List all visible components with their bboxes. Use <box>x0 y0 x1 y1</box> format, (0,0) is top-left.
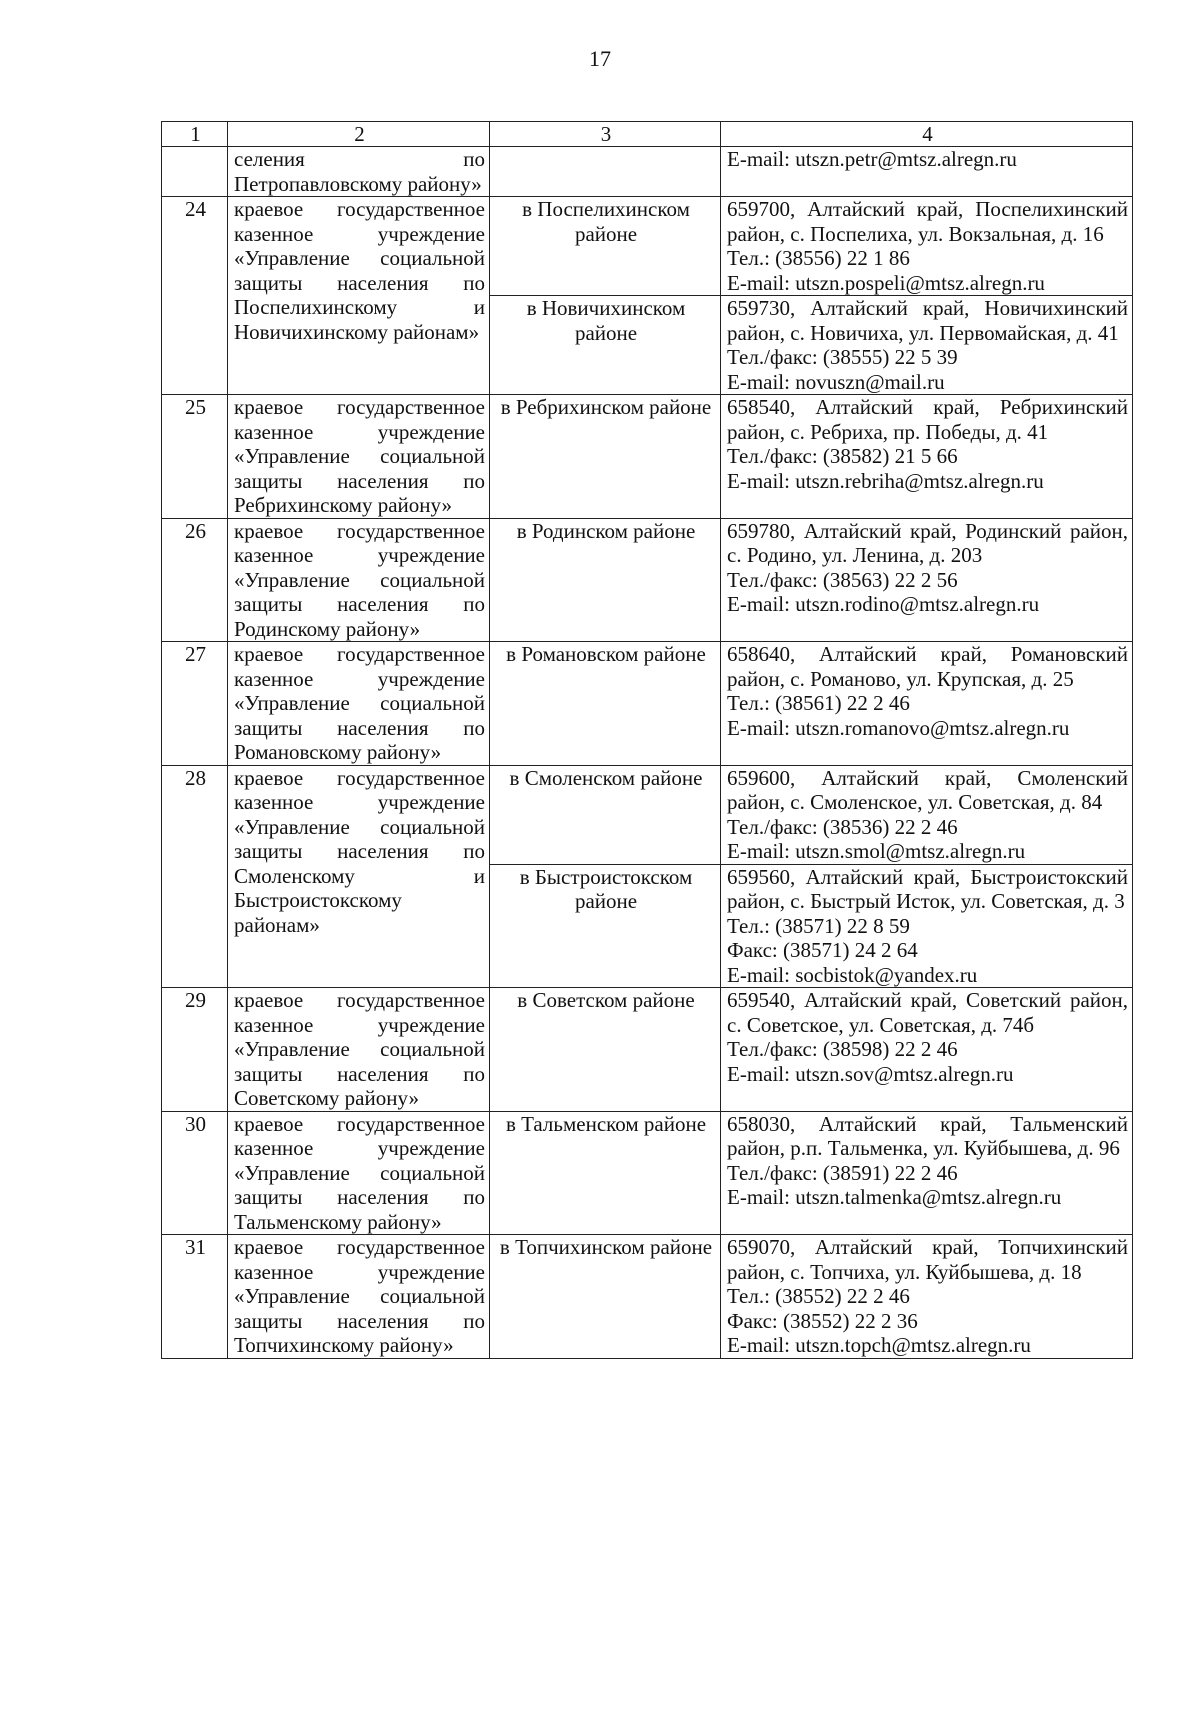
email-line: E-mail: utszn.pospeli@mtsz.alregn.ru <box>727 270 1045 295</box>
contact-cell <box>721 988 1133 1112</box>
contact-line: Тел.: (38556) 22 1 86 <box>727 246 910 270</box>
organization-name: краевое государственное казенное учреждение «Управление социальной защиты населения по Романовскому району» <box>234 642 485 764</box>
table-row <box>162 1111 1133 1235</box>
contact-cell <box>721 864 1133 988</box>
contact-line: 659780, Алтайский край, Родинский район, с. Родино, ул. Ленина, д. 203 <box>727 518 1128 567</box>
contact-line: 659560, Алтайский край, Быстроистокский район, с. Быстрый Исток, ул. Советская, д. 3 <box>727 864 1128 913</box>
contact-lines <box>727 1112 1128 1210</box>
contact-line: 659070, Алтайский край, Топчихинский район, с. Топчиха, ул. Куйбышева, д. 18 <box>727 1235 1128 1284</box>
table-row <box>162 395 1133 519</box>
organization-name: краевое государственное казенное учреждение «Управление социальной защиты населения по Тальменскому району» <box>234 1111 485 1234</box>
district-cell: в Ребрихинском районе <box>490 395 721 519</box>
contact-line: Тел./факс: (38563) 22 2 56 <box>727 567 958 592</box>
district-cell: в Поспелихинском районе <box>490 197 721 296</box>
contact-line: Тел./факс: (38555) 22 5 39 <box>727 345 958 369</box>
district-cell: в Родинском районе <box>490 518 721 642</box>
email-line: E-mail: utszn.rodino@mtsz.alregn.ru <box>727 592 1040 616</box>
continued-row <box>162 147 1133 197</box>
contact-lines <box>727 197 1128 295</box>
email-line: E-mail: utszn.smol@mtsz.alregn.ru <box>727 839 1026 863</box>
organization-name: краевое государственное казенное учреждение «Управление социальной защиты населения по Советскому району» <box>234 988 485 1110</box>
row-number-cell: 27 <box>162 642 228 766</box>
registry-table-body <box>162 122 1133 1359</box>
district-cell: в Быстроистокском районе <box>490 864 721 988</box>
organization-name: краевое государственное казенное учреждение «Управление социальной защиты населения по Смоленскому и Быстроистокскому районам» <box>234 765 485 937</box>
email-line: E-mail: utszn.topch@mtsz.alregn.ru <box>727 1333 1031 1357</box>
contact-line: 659540, Алтайский край, Советский район, с. Советское, ул. Советская, д. 74б <box>727 988 1128 1037</box>
contact-cell <box>721 518 1133 642</box>
organization-cell <box>228 765 490 988</box>
organization-name: краевое государственное казенное учреждение «Управление социальной защиты населения по Ребрихинскому району» <box>234 395 485 517</box>
row-number-cell: 28 <box>162 765 228 988</box>
organization-cell <box>228 147 490 197</box>
contact-cell <box>721 642 1133 766</box>
district-cell: в Романовском районе <box>490 642 721 766</box>
contact-line: E-mail: utszn.petr@mtsz.alregn.ru <box>727 147 1017 171</box>
contact-lines <box>727 988 1128 1086</box>
contact-line: Тел./факс: (38598) 22 2 46 <box>727 1037 958 1061</box>
table-row <box>162 765 1133 864</box>
contact-line: 659700, Алтайский край, Поспелихинский район, с. Поспелиха, ул. Вокзальная, д. 16 <box>727 197 1128 246</box>
contact-lines <box>727 865 1128 988</box>
organization-cell <box>228 395 490 519</box>
contact-line: Тел./факс: (38536) 22 2 46 <box>727 814 958 839</box>
table-row <box>162 197 1133 296</box>
organization-cell <box>228 197 490 395</box>
organization-cell <box>228 518 490 642</box>
row-number-cell: 24 <box>162 197 228 395</box>
district-cell: в Новичихинском районе <box>490 296 721 395</box>
email-line: E-mail: utszn.romanovo@mtsz.alregn.ru <box>727 715 1070 740</box>
organization-name: краевое государственное казенное учреждение «Управление социальной защиты населения по Родинскому району» <box>234 518 485 641</box>
table-row <box>162 518 1133 642</box>
column-header: 2 <box>228 122 490 147</box>
organization-name: краевое государственное казенное учреждение «Управление социальной защиты населения по Топчихинскому району» <box>234 1235 485 1357</box>
organization-name: краевое государственное казенное учреждение «Управление социальной защиты населения по Поспелихинскому и Новичихинскому районам» <box>234 197 485 344</box>
organization-cell <box>228 988 490 1112</box>
row-number-cell: 31 <box>162 1235 228 1359</box>
contact-line: Факс: (38571) 24 2 64 <box>727 938 918 962</box>
contact-cell <box>721 1111 1133 1235</box>
contact-lines <box>727 395 1128 493</box>
contact-lines <box>727 1235 1128 1358</box>
row-number-cell: 25 <box>162 395 228 519</box>
row-number-cell: 26 <box>162 518 228 642</box>
contact-line: Тел.: (38561) 22 2 46 <box>727 691 910 715</box>
contact-line: 659730, Алтайский край, Новичихинский район, с. Новичиха, ул. Первомайская, д. 41 <box>727 296 1128 345</box>
column-header: 3 <box>490 122 721 147</box>
column-number-row <box>162 122 1133 147</box>
email-line: E-mail: utszn.sov@mtsz.alregn.ru <box>727 1061 1014 1086</box>
email-line: E-mail: utszn.talmenka@mtsz.alregn.ru <box>727 1185 1062 1209</box>
district-cell: в Смоленском районе <box>490 765 721 864</box>
contact-line: 659600, Алтайский край, Смоленский район, с. Смоленское, ул. Советская, д. 84 <box>727 765 1128 814</box>
contact-lines <box>727 296 1128 394</box>
row-number-cell <box>162 147 228 197</box>
contact-line: Тел./факс: (38591) 22 2 46 <box>727 1160 958 1185</box>
column-header: 1 <box>162 122 228 147</box>
organization-cell <box>228 1111 490 1235</box>
row-number-cell: 30 <box>162 1111 228 1235</box>
contact-lines <box>727 519 1128 617</box>
registry-table <box>161 121 1133 1359</box>
contact-line: Тел.: (38552) 22 2 46 <box>727 1284 910 1308</box>
contact-line: Тел./факс: (38582) 21 5 66 <box>727 444 958 468</box>
district-cell: в Тальменском районе <box>490 1111 721 1235</box>
contact-lines <box>727 766 1128 864</box>
organization-name: селения по Петропавловскому району» <box>234 147 485 196</box>
page-number: 17 <box>589 46 611 71</box>
contact-cell <box>721 1235 1133 1359</box>
table-row <box>162 1235 1133 1359</box>
contact-line: Тел.: (38571) 22 8 59 <box>727 913 910 938</box>
contact-cell <box>721 147 1133 197</box>
email-line: E-mail: utszn.rebriha@mtsz.alregn.ru <box>727 468 1044 493</box>
row-number-cell: 29 <box>162 988 228 1112</box>
organization-cell <box>228 1235 490 1359</box>
contact-lines <box>727 642 1128 740</box>
contact-line: 658540, Алтайский край, Ребрихинский район, с. Ребриха, пр. Победы, д. 41 <box>727 395 1128 444</box>
contact-line: 658030, Алтайский край, Тальменский район, р.п. Тальменка, ул. Куйбышева, д. 96 <box>727 1111 1128 1160</box>
contact-line: Факс: (38552) 22 2 36 <box>727 1308 918 1333</box>
contact-cell <box>721 395 1133 519</box>
email-line: E-mail: socbistok@yandex.ru <box>727 962 978 987</box>
email-line: E-mail: novuszn@mail.ru <box>727 369 945 394</box>
contact-cell <box>721 296 1133 395</box>
contact-cell <box>721 765 1133 864</box>
district-cell <box>490 147 721 197</box>
column-header: 4 <box>721 122 1133 147</box>
table-row <box>162 642 1133 766</box>
district-cell: в Топчихинском районе <box>490 1235 721 1359</box>
district-cell: в Советском районе <box>490 988 721 1112</box>
organization-cell <box>228 642 490 766</box>
contact-line: 658640, Алтайский край, Романовский район, с. Романово, ул. Крупская, д. 25 <box>727 642 1128 691</box>
table-row <box>162 988 1133 1112</box>
contact-cell <box>721 197 1133 296</box>
